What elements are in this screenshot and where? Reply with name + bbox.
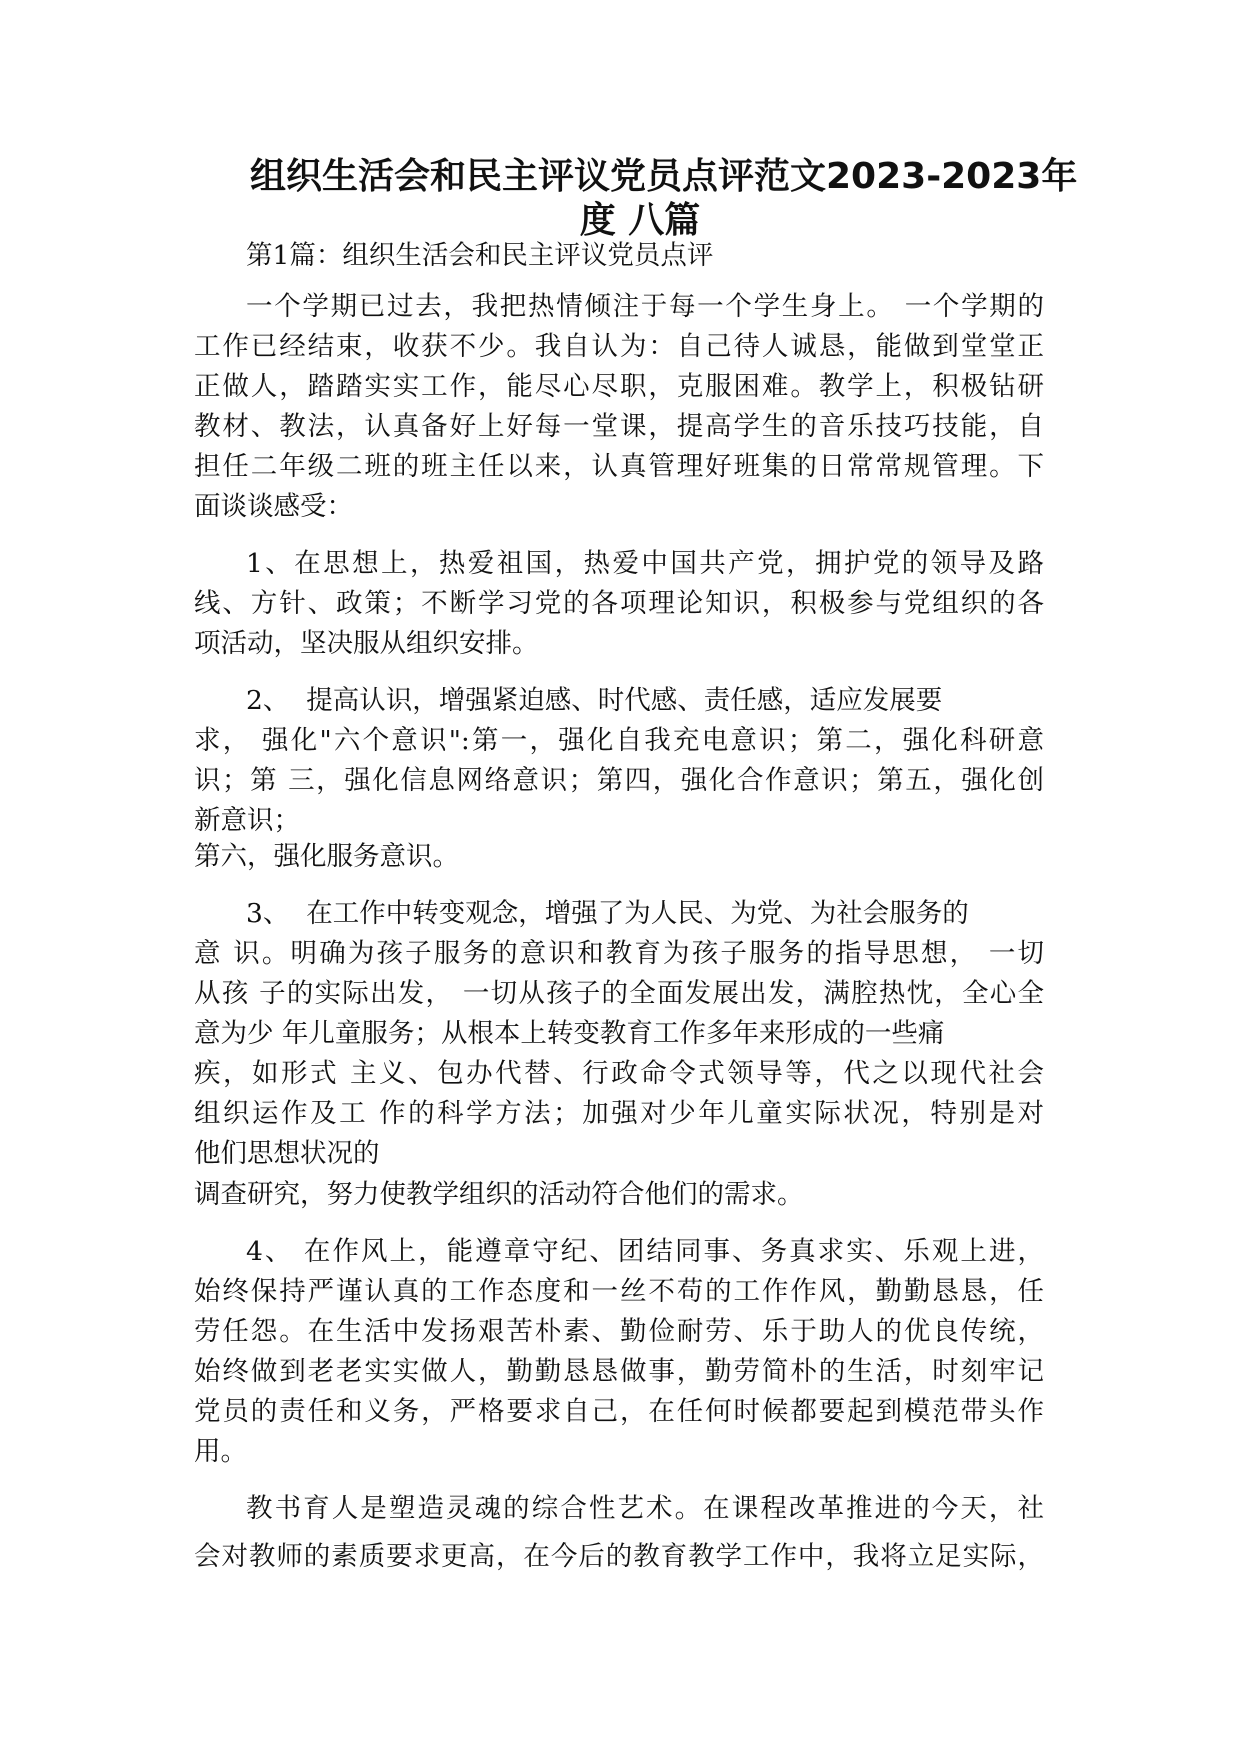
- text-line: 疾，如形式 主义、包办代替、行政命令式领导等，代之以现代社会: [194, 1058, 1044, 1089]
- text-line: 2、 提高认识，增强紧迫感、时代感、责任感，适应发展要: [246, 685, 943, 716]
- text-line: 4、 在作风上，能遵章守纪、团结同事、务真求实、乐观上进，: [246, 1236, 1044, 1267]
- text-line: 教材、教法，认真备好上好每一堂课，提高学生的音乐技巧技能，自: [194, 411, 1044, 442]
- document-title-line-1: 组织生活会和民主评议党员点评范文2023-2023年: [250, 156, 1078, 197]
- text-line: 正做人，踏踏实实工作，能尽心尽职，克服困难。教学上，积极钻研: [194, 371, 1044, 402]
- document-title-line-2: 度 八篇: [579, 200, 701, 241]
- text-line: 教书育人是塑造灵魂的综合性艺术。在课程改革推进的今天，社: [246, 1493, 1044, 1524]
- text-line: 新意识；: [194, 805, 300, 836]
- text-line: 第六，强化服务意识。: [194, 841, 459, 872]
- text-line: 1、在思想上，热爱祖国，热爱中国共产党，拥护党的领导及路: [246, 548, 1044, 579]
- section-heading: 第1篇：组织生活会和民主评议党员点评: [246, 240, 714, 271]
- text-line: 一个学期已过去，我把热情倾注于每一个学生身上。 一个学期的: [246, 291, 1044, 322]
- text-line: 识；第 三，强化信息网络意识；第四，强化合作意识；第五，强化创: [194, 765, 1044, 796]
- text-line: 会对教师的素质要求更高，在今后的教育教学工作中，我将立足实际，: [194, 1541, 1044, 1572]
- text-line: 劳任怨。在生活中发扬艰苦朴素、勤俭耐劳、乐于助人的优良传统，: [194, 1316, 1044, 1347]
- text-line: 3、 在工作中转变观念，增强了为人民、为党、为社会服务的: [246, 898, 969, 929]
- text-line: 他们思想状况的: [194, 1138, 380, 1169]
- text-line: 从孩 子的实际出发， 一切从孩子的全面发展出发，满腔热忱，全心全: [194, 978, 1044, 1009]
- text-line: 党员的责任和义务，严格要求自己，在任何时候都要起到模范带头作: [194, 1396, 1044, 1427]
- text-line: 意为少 年儿童服务；从根本上转变教育工作多年来形成的一些痛: [194, 1018, 945, 1049]
- text-line: 线、方针、政策；不断学习党的各项理论知识，积极参与党组织的各: [194, 588, 1044, 619]
- text-line: 项活动，坚决服从组织安排。: [194, 628, 539, 659]
- text-line: 调查研究，努力使教学组织的活动符合他们的需求。: [194, 1179, 804, 1210]
- text-line: 面谈谈感受：: [194, 491, 353, 522]
- text-line: 组织运作及工 作的科学方法；加强对少年儿童实际状况，特别是对: [194, 1098, 1044, 1129]
- text-line: 意 识。明确为孩子服务的意识和教育为孩子服务的指导思想， 一切: [194, 938, 1044, 969]
- text-line: 始终保持严谨认真的工作态度和一丝不苟的工作作风，勤勤恳恳，任: [194, 1276, 1044, 1307]
- text-line: 用。: [194, 1436, 247, 1467]
- text-line: 担任二年级二班的班主任以来，认真管理好班集的日常常规管理。下: [194, 451, 1044, 482]
- text-line: 始终做到老老实实做人，勤勤恳恳做事，勤劳简朴的生活，时刻牢记: [194, 1356, 1044, 1387]
- text-line: 工作已经结束，收获不少。我自认为：自己待人诚恳，能做到堂堂正: [194, 331, 1044, 362]
- text-line: 求， 强化"六个意识":第一，强化自我充电意识；第二，强化科研意: [194, 725, 1044, 756]
